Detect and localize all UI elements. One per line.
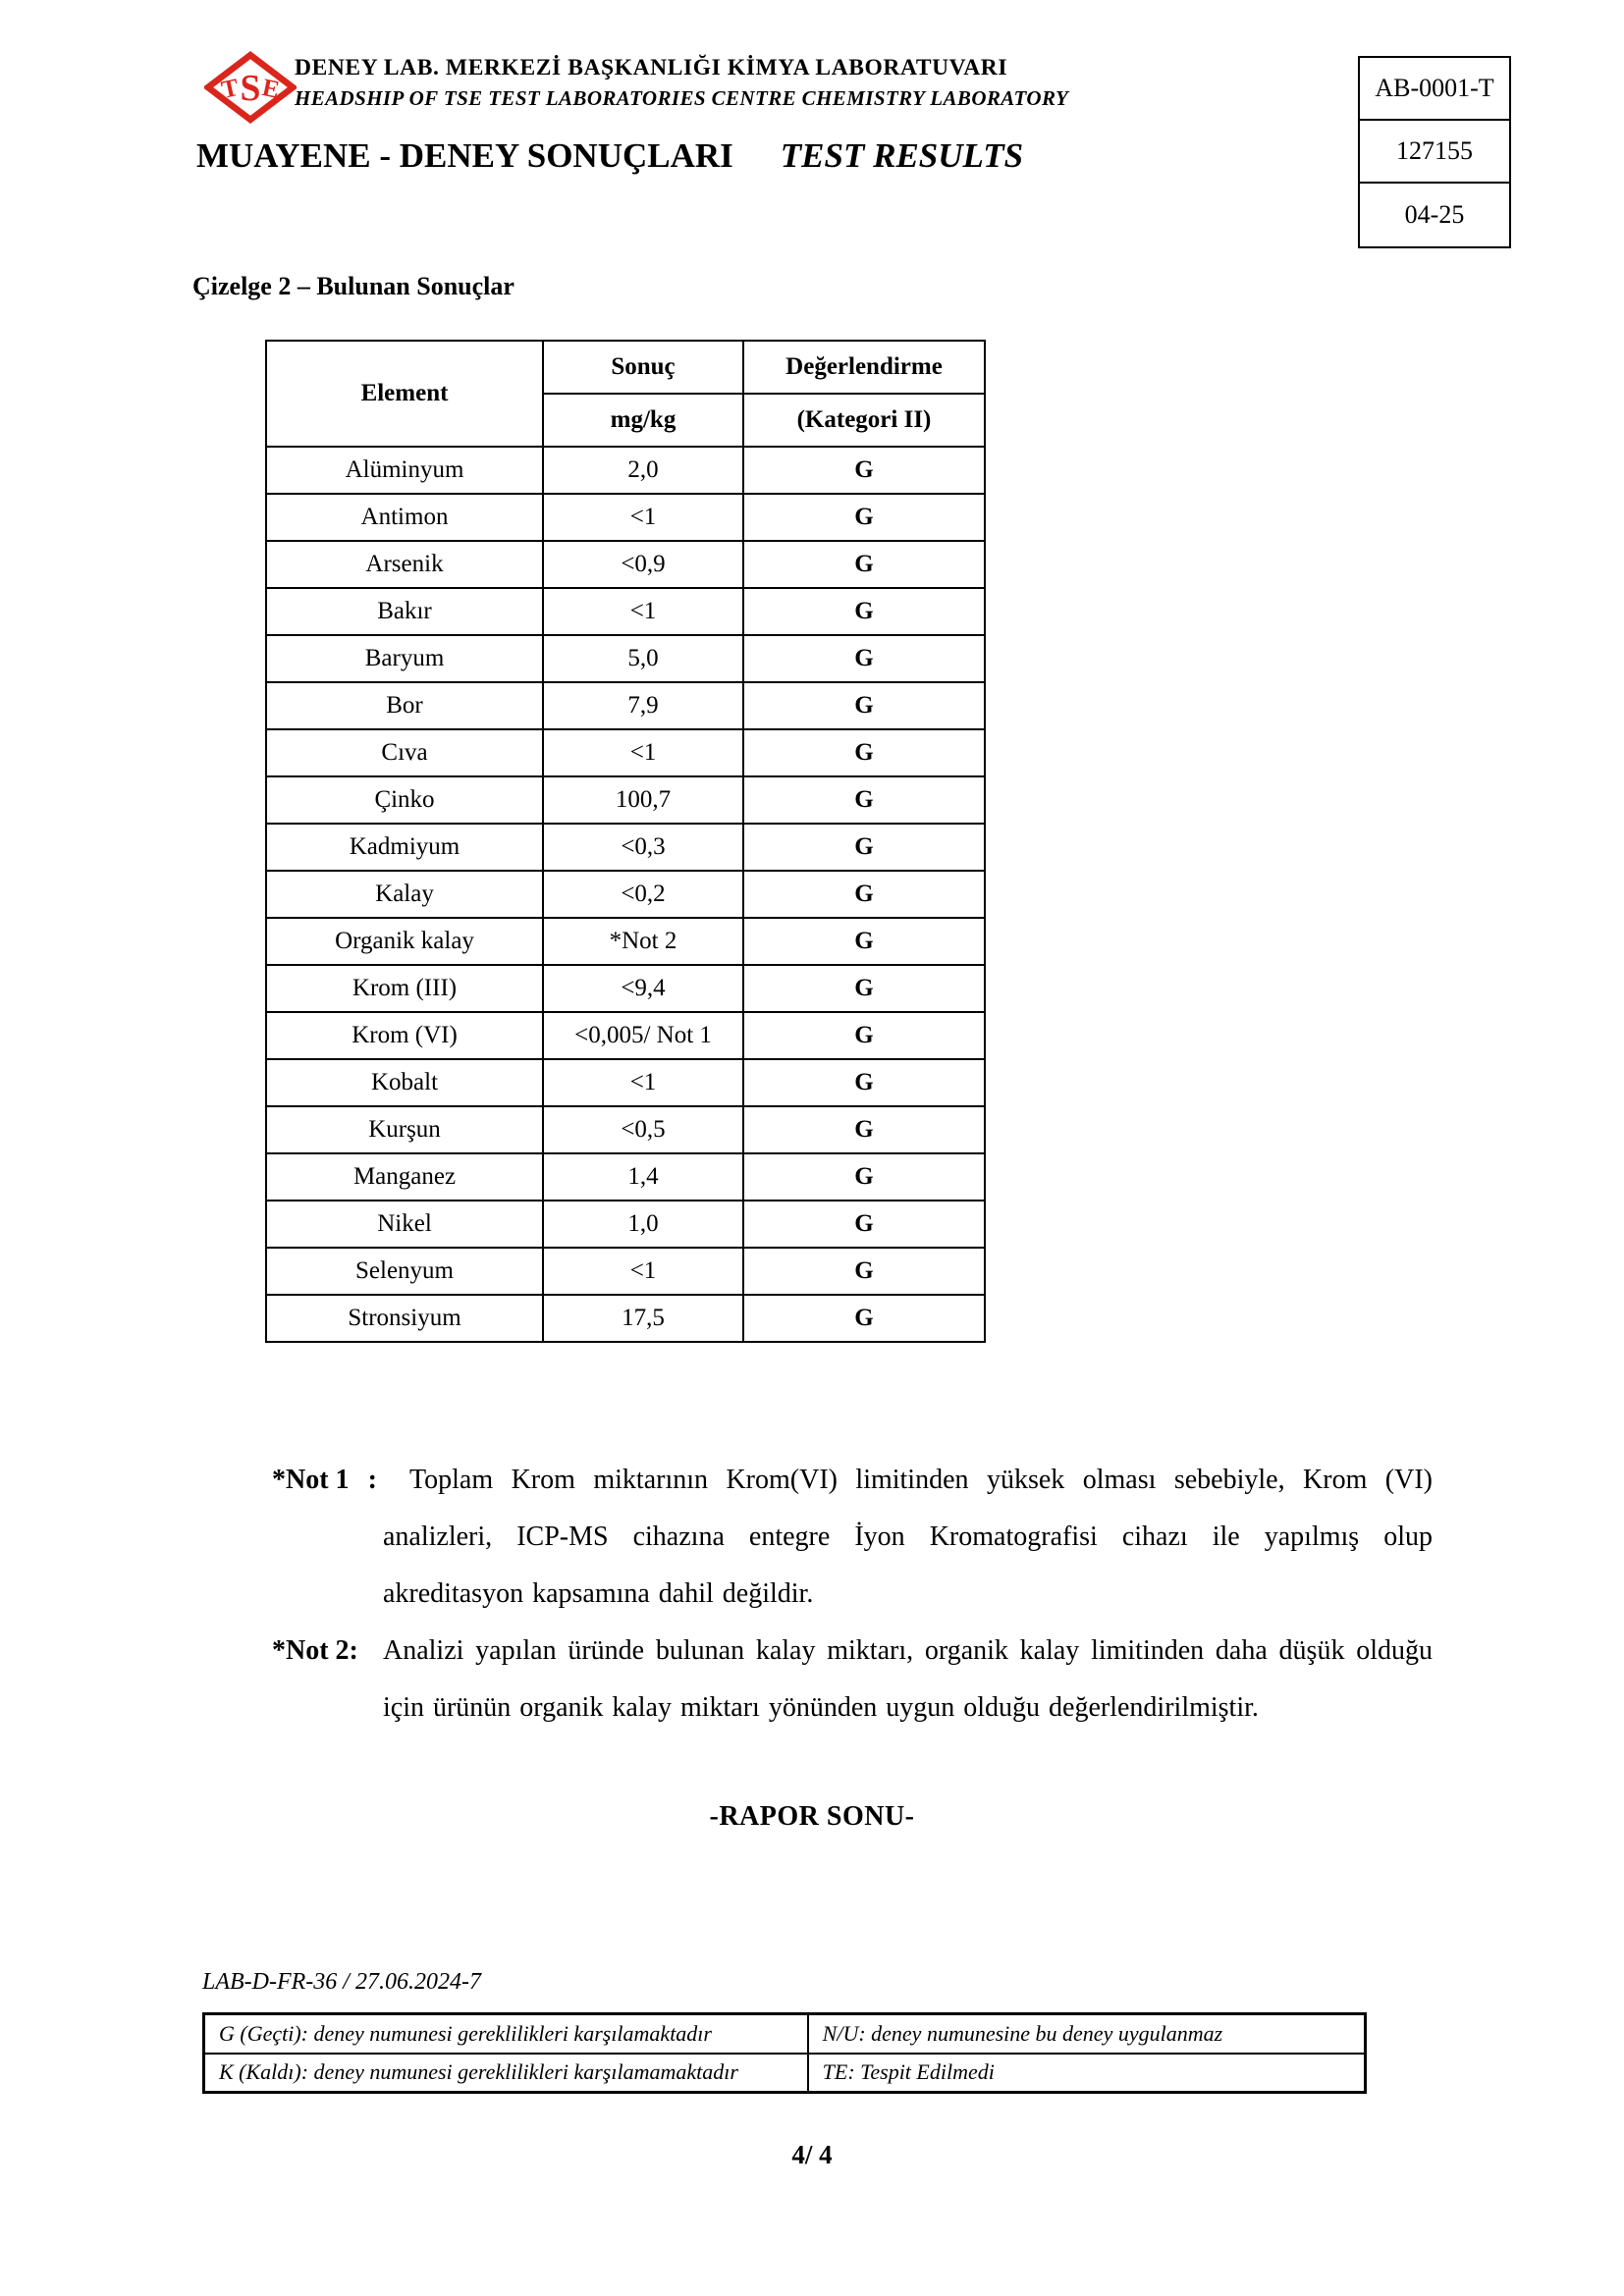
page-title-english: TEST RESULTS — [780, 136, 1024, 175]
element-name: Stronsiyum — [266, 1295, 543, 1342]
legend-te: TE: Tespit Edilmedi — [808, 2054, 1366, 2093]
result-value: 17,5 — [543, 1295, 743, 1342]
results-table — [265, 340, 986, 1343]
result-value: <1 — [543, 729, 743, 776]
element-name: Antimon — [266, 494, 543, 541]
note-2 — [272, 1623, 1433, 1736]
element-name: Alüminyum — [266, 447, 543, 494]
evaluation-value: G — [743, 1153, 985, 1201]
evaluation-value: G — [743, 682, 985, 729]
note-1-colon: : — [367, 1465, 377, 1495]
table-row — [266, 1248, 985, 1295]
doc-code-cell: AB-0001-T — [1360, 58, 1509, 121]
table-row — [266, 682, 985, 729]
element-name: Selenyum — [266, 1248, 543, 1295]
evaluation-value: G — [743, 824, 985, 871]
result-value: <1 — [543, 1059, 743, 1106]
legend-nu: N/U: deney numunesine bu deney uygulanmaz — [808, 2014, 1366, 2054]
evaluation-value: G — [743, 918, 985, 965]
header-result-unit: mg/kg — [543, 394, 743, 447]
table-row — [266, 447, 985, 494]
org-header — [295, 55, 1068, 111]
element-name: Kurşun — [266, 1106, 543, 1153]
table-caption: Çizelge 2 – Bulunan Sonuçlar — [192, 272, 514, 300]
notes-section — [272, 1452, 1433, 1736]
report-end-marker: -RAPOR SONU- — [709, 1801, 915, 1832]
table-row — [266, 1059, 985, 1106]
table-row — [266, 541, 985, 588]
element-name: Cıva — [266, 729, 543, 776]
legend-row — [204, 2054, 1366, 2093]
result-value: 1,0 — [543, 1201, 743, 1248]
document-number-box — [1358, 56, 1511, 248]
logo-letter-s: S — [240, 69, 261, 110]
note-1-text: Toplam Krom miktarının Krom(VI) limitinden yüksek olması sebebiyle, Krom (VI) analizleri, ICP-MS cihazına entegre İyon Kromatografisi cihazı ile yapılmış olup akreditasyon kapsamına dahil değildir. — [383, 1465, 1433, 1609]
note-1 — [272, 1452, 1433, 1623]
element-name: Kobalt — [266, 1059, 543, 1106]
table-row — [266, 588, 985, 635]
legend-g-pass: G (Geçti): deney numunesi gereklilikleri karşılamaktadır — [204, 2014, 808, 2054]
table-row — [266, 824, 985, 871]
evaluation-value: G — [743, 1201, 985, 1248]
report-number-cell: 127155 — [1360, 121, 1509, 184]
evaluation-value: G — [743, 1248, 985, 1295]
element-name: Krom (III) — [266, 965, 543, 1012]
page-title-turkish: MUAYENE - DENEY SONUÇLARI — [196, 136, 733, 175]
logo-letter-e: E — [259, 73, 282, 104]
form-code: LAB-D-FR-36 / 27.06.2024-7 — [202, 1969, 481, 1995]
table-row — [266, 1153, 985, 1201]
element-name: Nikel — [266, 1201, 543, 1248]
evaluation-value: G — [743, 776, 985, 824]
header-evaluation-sub: (Kategori II) — [743, 394, 985, 447]
result-value: 100,7 — [543, 776, 743, 824]
table-row — [266, 1106, 985, 1153]
element-name: Organik kalay — [266, 918, 543, 965]
tse-logo-icon — [204, 49, 297, 126]
element-name: Baryum — [266, 635, 543, 682]
result-value: 1,4 — [543, 1153, 743, 1201]
logo-letter-t: T — [219, 73, 242, 104]
result-value: 2,0 — [543, 447, 743, 494]
result-value: <0,9 — [543, 541, 743, 588]
result-value: <0,3 — [543, 824, 743, 871]
page-number: 4/ 4 — [791, 2140, 833, 2169]
table-row — [266, 965, 985, 1012]
table-row — [266, 776, 985, 824]
element-name: Bor — [266, 682, 543, 729]
result-value: 5,0 — [543, 635, 743, 682]
element-name: Arsenik — [266, 541, 543, 588]
org-title-turkish: DENEY LAB. MERKEZİ BAŞKANLIĞI KİMYA LABORATUVARI — [295, 55, 1008, 80]
result-value: <0,2 — [543, 871, 743, 918]
legend-table — [202, 2012, 1367, 2094]
note-2-text: Analizi yapılan üründe bulunan kalay miktarı, organik kalay limitinden daha düşük olduğu için ürünün organik kalay miktarı yönünden uygun olduğu değerlendirilmiştir. — [383, 1635, 1433, 1723]
table-row — [266, 1201, 985, 1248]
table-row — [266, 635, 985, 682]
result-value: <9,4 — [543, 965, 743, 1012]
result-value: <0,005/ Not 1 — [543, 1012, 743, 1059]
header-result: Sonuç — [543, 341, 743, 394]
legend-k-fail: K (Kaldı): deney numunesi gereklilikleri karşılamamaktadır — [204, 2054, 808, 2093]
results-header-row-1 — [266, 341, 985, 394]
result-value: <1 — [543, 1248, 743, 1295]
evaluation-value: G — [743, 1059, 985, 1106]
table-row — [266, 729, 985, 776]
element-name: Krom (VI) — [266, 1012, 543, 1059]
table-row — [266, 494, 985, 541]
evaluation-value: G — [743, 541, 985, 588]
result-value: <1 — [543, 588, 743, 635]
evaluation-value: G — [743, 1106, 985, 1153]
evaluation-value: G — [743, 635, 985, 682]
evaluation-value: G — [743, 965, 985, 1012]
page-title — [196, 136, 1023, 176]
evaluation-value: G — [743, 1295, 985, 1342]
evaluation-value: G — [743, 729, 985, 776]
legend-row — [204, 2014, 1366, 2054]
result-value: <1 — [543, 494, 743, 541]
org-title-english: HEADSHIP OF TSE TEST LABORATORIES CENTRE CHEMISTRY LABORATORY — [295, 86, 1069, 110]
header-evaluation: Değerlendirme — [743, 341, 985, 394]
table-row — [266, 1012, 985, 1059]
evaluation-value: G — [743, 871, 985, 918]
evaluation-value: G — [743, 447, 985, 494]
result-value: <0,5 — [543, 1106, 743, 1153]
header-element: Element — [266, 341, 543, 447]
evaluation-value: G — [743, 588, 985, 635]
element-name: Bakır — [266, 588, 543, 635]
tse-logo-svg — [204, 49, 297, 126]
table-row — [266, 871, 985, 918]
table-row — [266, 918, 985, 965]
result-value: *Not 2 — [543, 918, 743, 965]
evaluation-value: G — [743, 1012, 985, 1059]
note-1-label — [272, 1452, 383, 1623]
element-name: Kalay — [266, 871, 543, 918]
note-2-label: *Not 2: — [272, 1635, 358, 1666]
note-1-label-text: *Not 1 — [272, 1465, 350, 1495]
evaluation-value: G — [743, 494, 985, 541]
element-name: Kadmiyum — [266, 824, 543, 871]
element-name: Manganez — [266, 1153, 543, 1201]
table-row — [266, 1295, 985, 1342]
period-cell: 04-25 — [1404, 200, 1465, 229]
result-value: 7,9 — [543, 682, 743, 729]
element-name: Çinko — [266, 776, 543, 824]
